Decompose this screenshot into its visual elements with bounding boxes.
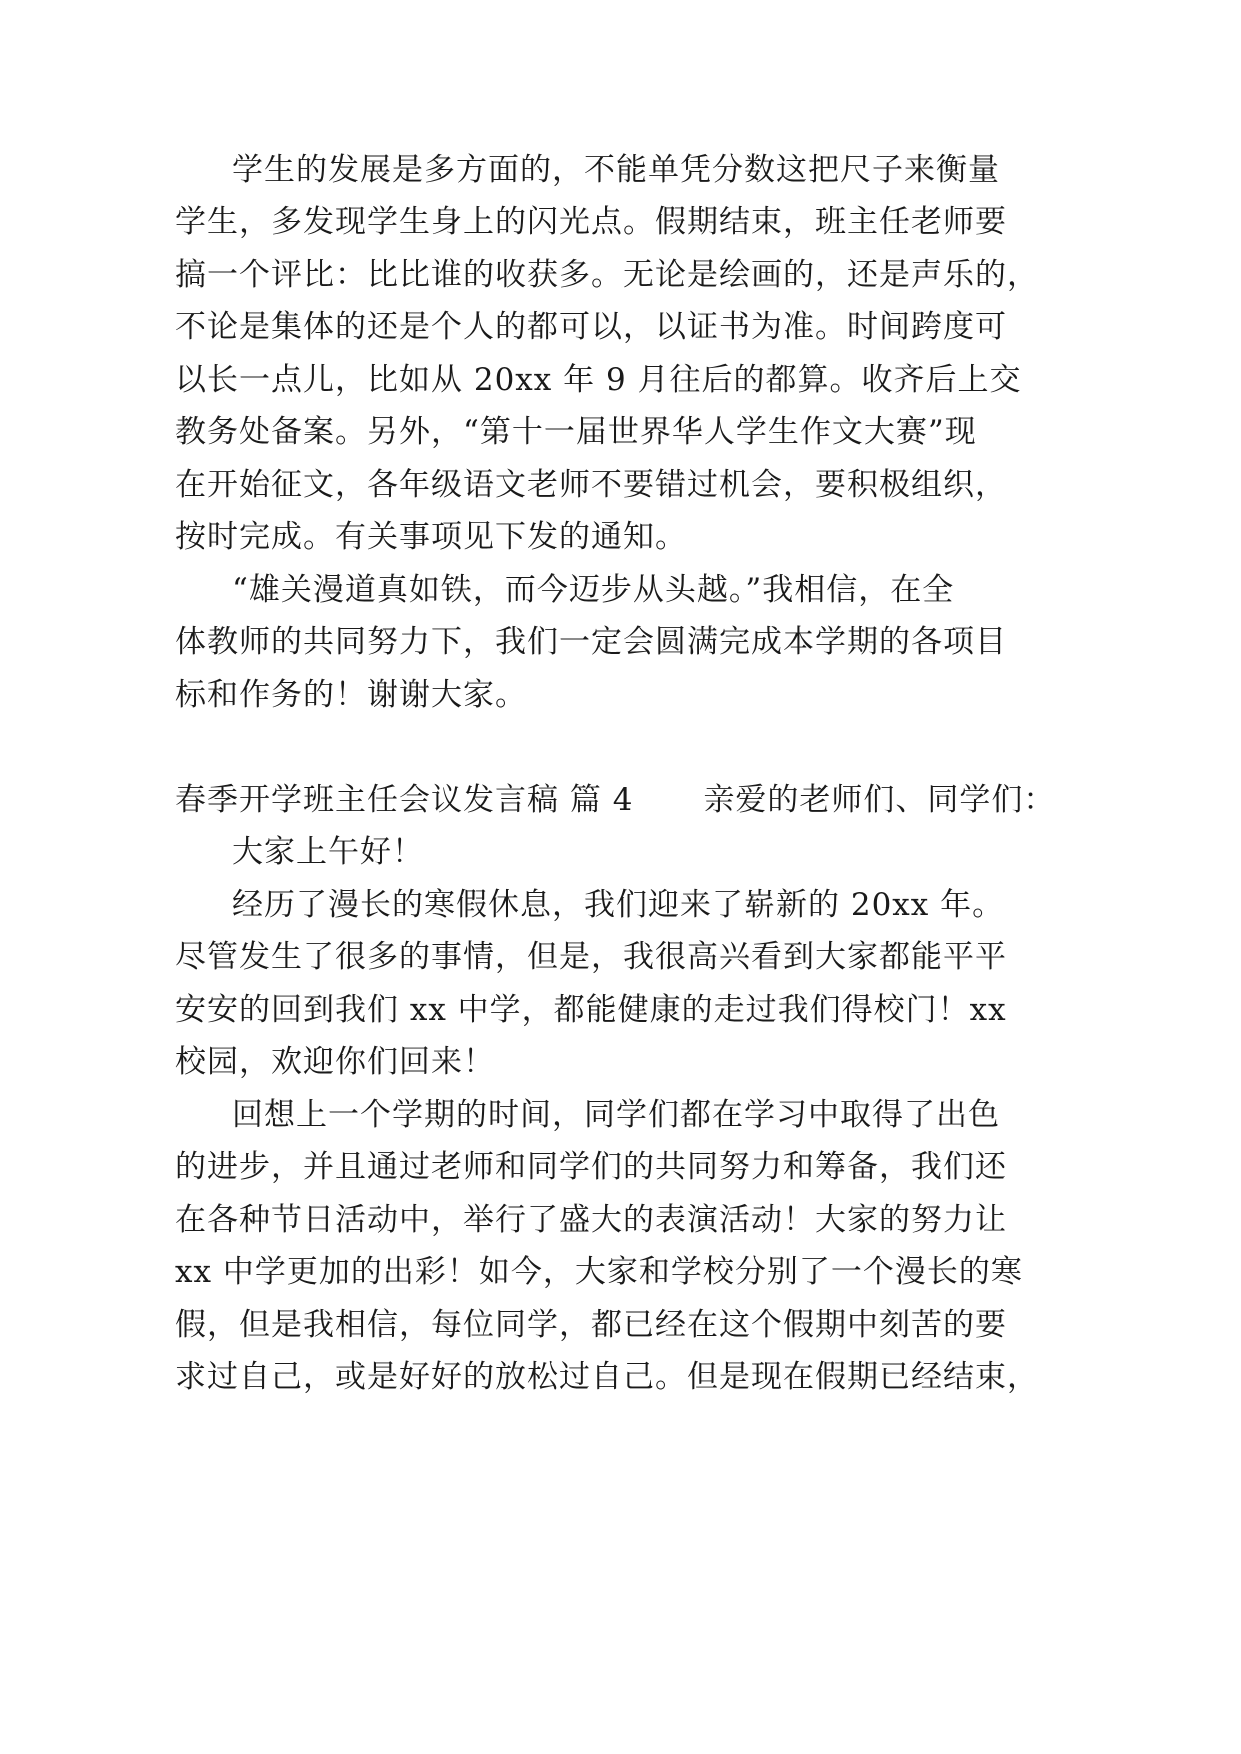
paragraph-line: xx 中学更加的出彩！如今，大家和学校分别了一个漫长的寒 xyxy=(175,1254,1023,1290)
paragraph-line: 的进步，并且通过老师和同学们的共同努力和筹备，我们还 xyxy=(175,1149,1007,1185)
paragraph-line: 安安的回到我们 xx 中学，都能健康的走过我们得校门！xx xyxy=(175,992,1007,1028)
paragraph-line: 回想上一个学期的时间，同学们都在学习中取得了出色 xyxy=(232,1097,1000,1133)
paragraph-line: 经历了漫长的寒假休息，我们迎来了崭新的 20xx 年。 xyxy=(232,887,1005,923)
paragraph-line: 体教师的共同努力下，我们一定会圆满完成本学期的各项目 xyxy=(175,624,1007,660)
paragraph-line: 学生，多发现学生身上的闪光点。假期结束，班主任老师要 xyxy=(175,204,1007,240)
paragraph-line: 校园，欢迎你们回来！ xyxy=(175,1044,495,1080)
paragraph-line: 标和作务的！谢谢大家。 xyxy=(175,677,527,713)
section-title: 春季开学班主任会议发言稿 篇 4 xyxy=(175,782,634,818)
salutation: 亲爱的老师们、同学们： xyxy=(703,782,1056,818)
paragraph-line: 假，但是我相信，每位同学，都已经在这个假期中刻苦的要 xyxy=(175,1307,1007,1343)
paragraph-line: 在开始征文，各年级语文老师不要错过机会，要积极组织， xyxy=(175,467,1007,503)
paragraph-line: 学生的发展是多方面的，不能单凭分数这把尺子来衡量 xyxy=(232,152,1000,188)
paragraph-line: 教务处备案。另外，“第十一届世界华人学生作文大赛”现 xyxy=(175,414,977,450)
greeting: 大家上午好！ xyxy=(232,834,424,870)
paragraph-line: 在各种节日活动中，举行了盛大的表演活动！大家的努力让 xyxy=(175,1202,1007,1238)
paragraph-line: 按时完成。有关事项见下发的通知。 xyxy=(175,519,687,555)
paragraph-line: “雄关漫道真如铁，而今迈步从头越。”我相信，在全 xyxy=(232,572,955,608)
paragraph-line: 尽管发生了很多的事情，但是，我很高兴看到大家都能平平 xyxy=(175,939,1007,975)
paragraph-line: 搞一个评比：比比谁的收获多。无论是绘画的，还是声乐的， xyxy=(175,257,1039,293)
section-heading-line xyxy=(175,780,1055,820)
paragraph-line: 求过自己，或是好好的放松过自己。但是现在假期已经结束， xyxy=(175,1359,1039,1395)
paragraph-line: 不论是集体的还是个人的都可以，以证书为准。时间跨度可 xyxy=(175,309,1007,345)
paragraph-line: 以长一点儿，比如从 20xx 年 9 月往后的都算。收齐后上交 xyxy=(175,362,1022,398)
